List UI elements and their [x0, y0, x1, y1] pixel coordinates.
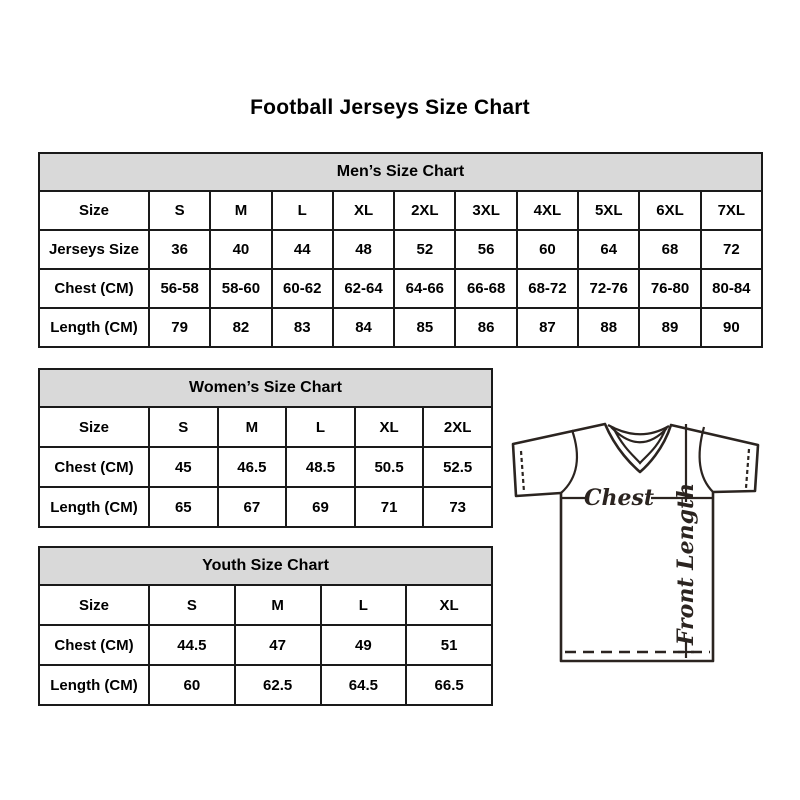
- size-cell: 52: [394, 230, 455, 269]
- size-cell: 60: [149, 665, 235, 705]
- size-cell: 79: [149, 308, 210, 347]
- size-cell: XL: [355, 407, 424, 447]
- size-cell: 52.5: [423, 447, 492, 487]
- youth-table-row: [39, 625, 492, 665]
- size-cell: 89: [639, 308, 700, 347]
- size-cell: 64.5: [321, 665, 407, 705]
- size-cell: 46.5: [218, 447, 287, 487]
- women-table-row: [39, 447, 492, 487]
- size-cell: 76-80: [639, 269, 700, 308]
- size-cell: S: [149, 191, 210, 230]
- youth-table-title: Youth Size Chart: [39, 547, 492, 585]
- row-label: Jerseys Size: [39, 230, 149, 269]
- size-cell: M: [235, 585, 321, 625]
- size-cell: 66-68: [455, 269, 516, 308]
- size-cell: 56-58: [149, 269, 210, 308]
- size-cell: S: [149, 407, 218, 447]
- row-label: Chest (CM): [39, 269, 149, 308]
- size-cell: 49: [321, 625, 407, 665]
- men-table-row: [39, 191, 762, 230]
- size-cell: 56: [455, 230, 516, 269]
- men-table-title: Men’s Size Chart: [39, 153, 762, 191]
- row-label: Chest (CM): [39, 625, 149, 665]
- size-cell: 72-76: [578, 269, 639, 308]
- size-cell: 85: [394, 308, 455, 347]
- size-cell: 68: [639, 230, 700, 269]
- size-cell: S: [149, 585, 235, 625]
- front-length-label: Front Length: [673, 482, 699, 646]
- size-cell: 47: [235, 625, 321, 665]
- row-label: Size: [39, 191, 149, 230]
- size-cell: XL: [406, 585, 492, 625]
- row-label: Chest (CM): [39, 447, 149, 487]
- size-cell: L: [321, 585, 407, 625]
- size-cell: 5XL: [578, 191, 639, 230]
- size-cell: 4XL: [517, 191, 578, 230]
- size-cell: 83: [272, 308, 333, 347]
- size-cell: 80-84: [701, 269, 762, 308]
- size-cell: 90: [701, 308, 762, 347]
- size-cell: 82: [210, 308, 271, 347]
- size-cell: M: [218, 407, 287, 447]
- size-cell: 62.5: [235, 665, 321, 705]
- size-cell: 64: [578, 230, 639, 269]
- row-label: Size: [39, 585, 149, 625]
- size-cell: 88: [578, 308, 639, 347]
- size-cell: 60-62: [272, 269, 333, 308]
- size-cell: 60: [517, 230, 578, 269]
- size-cell: 86: [455, 308, 516, 347]
- size-cell: L: [272, 191, 333, 230]
- men-table-row: [39, 230, 762, 269]
- row-label: Length (CM): [39, 665, 149, 705]
- size-cell: 2XL: [394, 191, 455, 230]
- row-label: Length (CM): [39, 487, 149, 527]
- size-cell: 3XL: [455, 191, 516, 230]
- size-cell: 67: [218, 487, 287, 527]
- size-cell: 71: [355, 487, 424, 527]
- size-cell: 44.5: [149, 625, 235, 665]
- size-cell: M: [210, 191, 271, 230]
- jersey-measurement-diagram: [505, 413, 773, 668]
- size-cell: 44: [272, 230, 333, 269]
- size-cell: 66.5: [406, 665, 492, 705]
- size-cell: 36: [149, 230, 210, 269]
- size-cell: L: [286, 407, 355, 447]
- size-cell: 72: [701, 230, 762, 269]
- size-cell: 87: [517, 308, 578, 347]
- size-cell: XL: [333, 191, 394, 230]
- womens-size-table: [38, 368, 493, 528]
- youth-table-row: [39, 585, 492, 625]
- size-cell: 73: [423, 487, 492, 527]
- size-cell: 7XL: [701, 191, 762, 230]
- women-table-title: Women’s Size Chart: [39, 369, 492, 407]
- mens-size-table: [38, 152, 763, 348]
- size-cell: 65: [149, 487, 218, 527]
- page-title: Football Jerseys Size Chart: [250, 96, 530, 119]
- size-cell: 45: [149, 447, 218, 487]
- size-cell: 58-60: [210, 269, 271, 308]
- men-table-row: [39, 269, 762, 308]
- size-cell: 48: [333, 230, 394, 269]
- men-table-row: [39, 308, 762, 347]
- size-cell: 50.5: [355, 447, 424, 487]
- size-cell: 64-66: [394, 269, 455, 308]
- size-cell: 2XL: [423, 407, 492, 447]
- size-cell: 69: [286, 487, 355, 527]
- size-cell: 62-64: [333, 269, 394, 308]
- row-label: Length (CM): [39, 308, 149, 347]
- women-table-row: [39, 407, 492, 447]
- size-cell: 84: [333, 308, 394, 347]
- row-label: Size: [39, 407, 149, 447]
- size-cell: 48.5: [286, 447, 355, 487]
- size-cell: 40: [210, 230, 271, 269]
- size-cell: 51: [406, 625, 492, 665]
- women-table-row: [39, 487, 492, 527]
- size-cell: 68-72: [517, 269, 578, 308]
- youth-size-table: [38, 546, 493, 706]
- chest-label: Chest: [583, 485, 655, 511]
- youth-table-row: [39, 665, 492, 705]
- size-cell: 6XL: [639, 191, 700, 230]
